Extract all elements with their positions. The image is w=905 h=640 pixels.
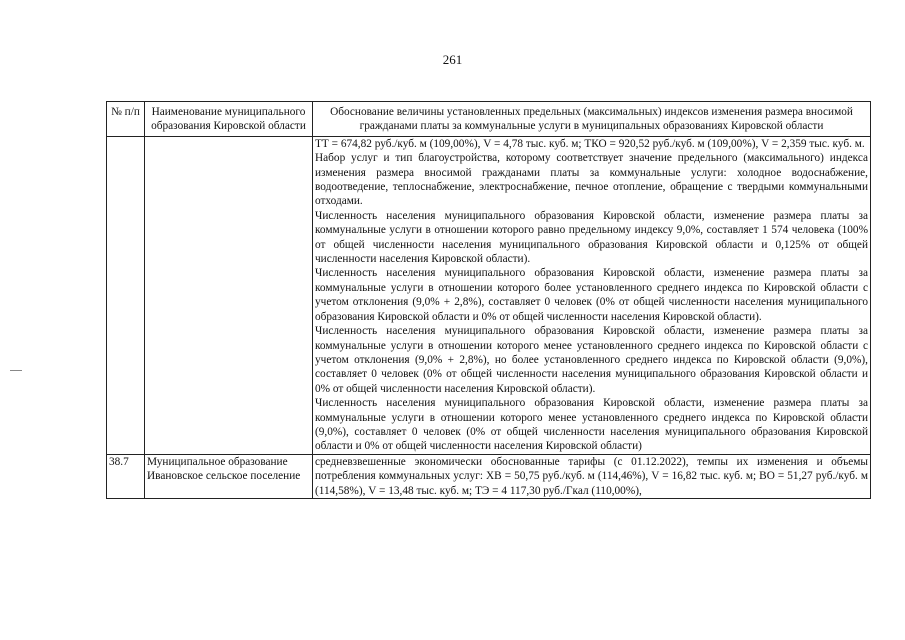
justification-cell [313,454,871,498]
justification-paragraph: ТТ = 674,82 руб./куб. м (109,00%), V = 4,78 тыс. куб. м; ТКО = 920,52 руб./куб. м (109,00%), V = 2,359 тыс. куб. м. [315,137,865,150]
municipality-cell [145,136,313,454]
page-number: 261 [442,52,463,67]
justification-paragraph: Численность населения муниципального образования Кировской области, изменение размера платы за коммунальные услуги в отношении которого менее установленного среднего индекса по Кировской области (9,0%), составляет 0 человек (0% от общей численности населения муниципального образования Кировской области и 0% от общей численности населения Кировской области) [315,397,868,453]
justification-paragraph: Численность населения муниципального образования Кировской области, изменение размера платы за коммунальные услуги в отношении которого более установленного среднего индекса по Кировской области с учетом отклонения (9,0% + 2,8%), составляет 0 человек (0% от общей численности населения муниципального образования Кировской области и 0% от общей численности населения Кировской области). [315,267,868,323]
header-number: № п/п [107,102,145,137]
table-row [107,136,871,454]
tariff-justification-table [106,101,871,499]
table-row [107,454,871,498]
justification-paragraph: Набор услуг и тип благоустройства, которому соответствует значение предельного (максимального) индекса изменения размера вносимой гражданами платы за коммунальные услуги: холодное водоснабжение, водоотведение, теплоснабжение, электроснабжение, печное отопление, обращение с твердыми коммунальными отходами. [315,152,868,208]
justification-paragraph: Численность населения муниципального образования Кировской области, изменение размера платы за коммунальные услуги в отношении которого равно предельному индексу 9,0%, составляет 1 574 человека (100% от общей численности населения муниципального образования Кировской области и 0,125% от общей численности населения Кировской области). [315,209,868,266]
justification-paragraph: средневзвешенные экономически обоснованные тарифы (с 01.12.2022), темпы их изменения и объемы потребления коммунальных услуг: ХВ = 50,75 руб./куб. м (114,46%), V = 16,82 тыс. куб. м; ВО = 51,27 руб./куб. м (114,58%), V = 13,48 тыс. куб. м; ТЭ = 4 117,30 руб./Гкал (110,00%), [315,455,868,497]
scan-mark [10,370,22,371]
table-header-row [107,102,871,137]
row-number-cell [107,136,145,454]
municipality-cell: Муниципальное образование Ивановское сельское поселение [145,454,313,498]
header-municipality: Наименование муниципального образования Кировской области [145,102,313,137]
row-number-cell: 38.7 [107,454,145,498]
justification-cell [313,136,871,454]
header-justification: Обоснование величины установленных предельных (максимальных) индексов изменения размера вносимой гражданами платы за коммунальные услуги в муниципальных образованиях Кировской области [313,102,871,137]
justification-paragraph: Численность населения муниципального образования Кировской области, изменение размера платы за коммунальные услуги в отношении которого менее установленного среднего индекса по Кировской области с учетом отклонения (9,0% + 2,8%), но более установленного среднего индекса по Кировской области (9,0%), составляет 0 человек (0% от общей численности населения муниципального образования Кировской области и 0% от общей численности населения Кировской области). [315,325,868,395]
